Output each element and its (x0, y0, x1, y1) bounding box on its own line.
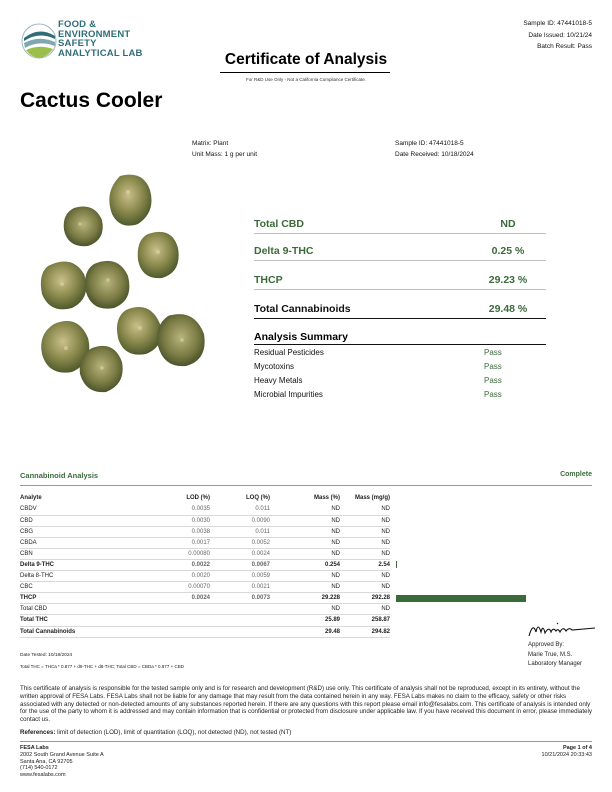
summary-label: Total CBD (254, 218, 304, 230)
cell-bar (390, 504, 550, 515)
cell-lod (140, 604, 210, 615)
page-title: Certificate of Analysis (224, 51, 388, 68)
analysis-item: Heavy Metals Pass (254, 376, 502, 385)
table-row (20, 526, 550, 537)
page-number: Page 1 of 4 (562, 745, 592, 751)
approved-by-label: Approved By: (528, 642, 565, 648)
cell-mass-pct: 0.254 (270, 559, 340, 570)
cell-loq: 0.011 (210, 504, 270, 515)
cell-mass-pct: 29.48 (270, 626, 340, 637)
summary-total-cannabinoids (254, 299, 546, 319)
cannabinoid-analysis-title: Cannabinoid Analysis (20, 471, 99, 480)
print-timestamp: 10/21/2024 20:33:43 (541, 751, 592, 758)
cell-analyte: Total THC (20, 615, 140, 626)
rd-note: For R&D Use Only - Not a California Compliance Certificate. (245, 77, 367, 82)
cell-bar (390, 582, 550, 593)
cell-mass-mg: ND (340, 571, 390, 582)
header-sample-id: Sample ID: 47441018-5 (523, 20, 592, 27)
product-meta-right (395, 138, 474, 160)
cell-bar (390, 593, 550, 604)
cell-loq: 0.0073 (210, 593, 270, 604)
sample-id: Sample ID: 47441018-5 (395, 140, 464, 147)
footer-address: FESA Labs 2002 South Grand Avenue Suite A Santa Ana, CA 92705 (714) 540-0172 www.fesalabs.com (20, 745, 104, 779)
date-received: Date Received: 10/18/2024 (395, 151, 474, 158)
table-row (20, 571, 550, 582)
approver-name: Marie True, M.S. (528, 651, 573, 658)
cell-mass-pct: 25.89 (270, 615, 340, 626)
summary-label: Delta 9-THC (254, 245, 314, 257)
summary-value: 0.25 % (491, 245, 525, 257)
cell-mass-mg: ND (340, 604, 390, 615)
cell-lod: 0.0022 (140, 559, 210, 570)
cell-bar (390, 604, 550, 615)
col-lod: LOD (%) (186, 495, 210, 501)
summary-value: ND (500, 218, 516, 230)
cell-analyte: Total Cannabinoids (20, 626, 140, 637)
cell-loq: 0.0024 (210, 548, 270, 559)
cell-lod: 0.0035 (140, 504, 210, 515)
cell-mass-mg: ND (340, 526, 390, 537)
cell-loq: 0.0090 (210, 515, 270, 526)
cell-loq: 0.0052 (210, 537, 270, 548)
cell-bar (390, 615, 550, 626)
cell-mass-mg: ND (340, 548, 390, 559)
date-tested: Date Tested: 10/18/2024 (20, 653, 73, 658)
cell-lod (140, 615, 210, 626)
summary-value: 29.23 % (488, 274, 528, 286)
table-row (20, 548, 550, 559)
cell-mass-mg: 292.28 (340, 593, 390, 604)
total-formula: Total THC = THCa * 0.877 + d9-THC + d8-THC; Total CBD = CBDa * 0.877 + CBD (20, 664, 184, 669)
analysis-item: Microbial Impurities Pass (254, 390, 502, 399)
summary-thcp (254, 270, 546, 290)
footer-divider (20, 741, 592, 742)
cell-loq (210, 604, 270, 615)
cell-bar (390, 537, 550, 548)
product-meta-left (192, 138, 257, 160)
mass-bar (396, 595, 526, 602)
cell-lod: 0.0020 (140, 571, 210, 582)
analysis-item: Mycotoxins Pass (254, 362, 502, 371)
table-row (20, 504, 550, 515)
cell-mass-mg: ND (340, 515, 390, 526)
cell-lod (140, 626, 210, 637)
cell-loq: 0.011 (210, 526, 270, 537)
cell-lod: 0.00070 (140, 582, 210, 593)
cell-mass-pct: ND (270, 604, 340, 615)
cell-mass-mg: 258.87 (340, 615, 390, 626)
cell-mass-pct: ND (270, 504, 340, 515)
footer-company: FESA Labs (20, 745, 49, 751)
footer-page-info (542, 745, 592, 759)
matrix: Matrix: Plant (192, 140, 229, 147)
col-loq: LOQ (%) (246, 495, 270, 501)
cell-bar (390, 559, 550, 570)
cell-mass-mg: ND (340, 537, 390, 548)
cell-mass-mg: 2.54 (340, 559, 390, 570)
cell-lod: 0.00080 (140, 548, 210, 559)
approval-block (528, 641, 582, 670)
cell-mass-pct: ND (270, 571, 340, 582)
cell-lod: 0.0038 (140, 526, 210, 537)
table-row (20, 593, 550, 604)
product-image (28, 168, 218, 408)
cell-analyte: CBDA (20, 537, 140, 548)
cell-mass-pct: ND (270, 582, 340, 593)
header-date-issued: Date Issued: 10/21/24 (528, 31, 592, 39)
cell-lod: 0.0030 (140, 515, 210, 526)
cell-analyte: CBC (20, 582, 140, 593)
cell-analyte: CBD (20, 515, 140, 526)
table-row (20, 515, 550, 526)
col-mass-pct: Mass (%) (313, 495, 340, 501)
approver-role: Laboratory Manager (528, 661, 583, 667)
cell-lod: 0.0017 (140, 537, 210, 548)
table-row (20, 615, 550, 626)
summary-label: THCP (254, 274, 283, 286)
cell-analyte: Delta 8-THC (20, 571, 140, 582)
cell-analyte: Total CBD (20, 604, 140, 615)
table-row (20, 626, 550, 637)
status-badge: Complete (560, 471, 592, 478)
cell-bar (390, 515, 550, 526)
cell-analyte: CBG (20, 526, 140, 537)
footer-website: www.fesalabs.com (20, 772, 66, 779)
analysis-summary-divider (254, 344, 546, 345)
cell-lod: 0.0024 (140, 593, 210, 604)
col-analyte: Analyte (20, 495, 42, 501)
col-mass-mg: Mass (mg/g) (354, 495, 390, 501)
cell-mass-mg: 294.82 (340, 626, 390, 637)
analysis-summary-title: Analysis Summary (254, 331, 348, 343)
lab-name: FOOD & ENVIRONMENT SAFETY ANALYTICAL LAB (58, 19, 143, 59)
table-row (20, 537, 550, 548)
cell-loq: 0.0067 (210, 559, 270, 570)
cannabinoid-table (20, 492, 550, 638)
cell-mass-mg: ND (340, 582, 390, 593)
cell-bar (390, 548, 550, 559)
cell-loq (210, 626, 270, 637)
table-row (20, 559, 550, 570)
cell-mass-pct: ND (270, 537, 340, 548)
analysis-item: Residual Pesticides Pass (254, 348, 502, 357)
disclaimer: This certificate of analysis is responsible for the tested sample only and is for research and development (R&D) use only. This certificate of analysis shall not be reproduced, except in its entirety, without the written approval of FESA Labs. FESA Labs shall not be liable for any damage that may result from the data contained herein in any way. FESA Labs makes no claim to the efficacy, safety or other risks associated with any detected or non-detected amounts of any substances reported herein. If there are any questions with this report please email info@fesalabs.com. This certificate of analysis is intended only for the use of the party to whom it is addressed and may contain information that is confidential or protected from disclosure under applicable law. If you have received this document in error, please immediately contact us. (20, 685, 592, 724)
cell-analyte: CBN (20, 548, 140, 559)
summary-value: 29.48 % (488, 303, 528, 315)
signature-icon (527, 618, 597, 640)
unit-mass: Unit Mass: 1 g per unit (192, 151, 258, 158)
cell-mass-pct: 29.228 (270, 593, 340, 604)
references: References: limit of detection (LOD), limit of quantitation (LOQ), not detected (ND), not tested (NT) (20, 729, 292, 736)
table-header-row (20, 492, 550, 504)
cell-bar (390, 571, 550, 582)
table-row (20, 582, 550, 593)
summary-label: Total Cannabinoids (254, 303, 351, 315)
cell-analyte: Delta 9-THC (20, 559, 140, 570)
mass-bar (396, 561, 397, 568)
cell-loq (210, 615, 270, 626)
cell-mass-pct: ND (270, 526, 340, 537)
cell-bar (390, 626, 550, 637)
summary-total-cbd (254, 214, 546, 234)
cell-mass-pct: ND (270, 515, 340, 526)
summary-delta9-thc (254, 241, 546, 261)
cell-bar (390, 526, 550, 537)
header-info (523, 18, 592, 53)
cell-mass-pct: ND (270, 548, 340, 559)
table-row (20, 604, 550, 615)
cell-mass-mg: ND (340, 504, 390, 515)
section-divider (20, 485, 592, 486)
cell-loq: 0.0059 (210, 571, 270, 582)
cell-loq: 0.0021 (210, 582, 270, 593)
header-batch-result: Batch Result: Pass (537, 43, 592, 50)
cell-analyte: CBDV (20, 504, 140, 515)
product-name: Cactus Cooler (20, 89, 163, 112)
title-divider (220, 72, 390, 73)
cell-analyte: THCP (20, 593, 140, 604)
